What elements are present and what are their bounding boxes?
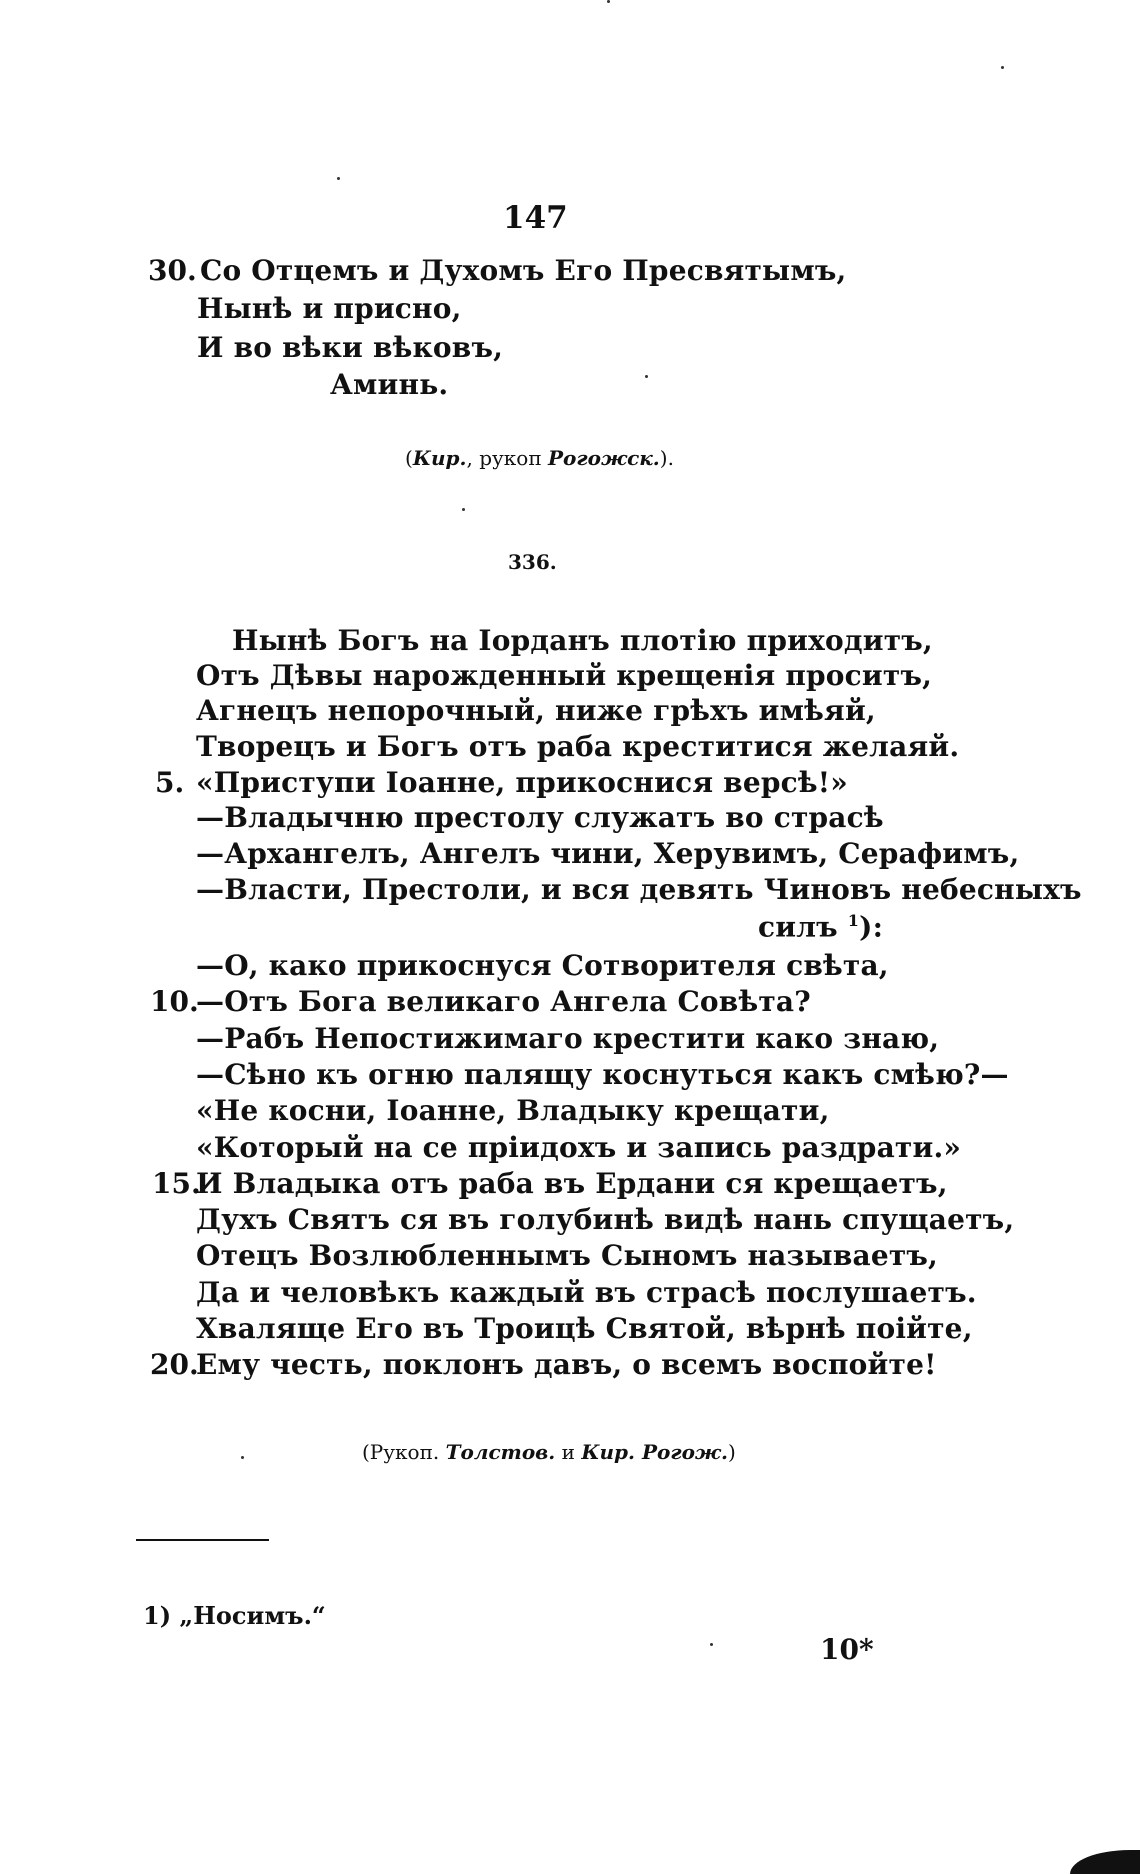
verse-line: И Владыка отъ раба въ Ердани ся крещаетъ, [196, 1167, 948, 1200]
verse-line: И во вѣки вѣковъ, [197, 331, 504, 364]
print-speck [607, 0, 610, 3]
footnote: 1) „Носимъ.“ [143, 1601, 326, 1630]
verse-line: Ему честь, поклонъ давъ, о всемъ воспойте! [196, 1348, 937, 1381]
line-number: 10. [150, 985, 199, 1018]
verse-line: «Который на се пріидохъ и запись раздрати.» [196, 1131, 962, 1164]
page-number: 147 [503, 200, 568, 236]
verse-line: Да и человѣкъ каждый въ страсѣ послушаетъ. [196, 1276, 977, 1309]
scan-artifact [1070, 1850, 1140, 1874]
verse-line: —Власти, Престоли, и вся девять Чиновъ небесныхъ [196, 873, 1082, 906]
verse-line: —Архангелъ, Ангелъ чини, Херувимъ, Серафимъ, [196, 837, 1020, 870]
footnote-separator [136, 1539, 269, 1541]
verse-line: —Владычню престолу служатъ во страсѣ [196, 801, 884, 834]
verse-line: «Не косни, Іоанне, Владыку крещати, [196, 1094, 830, 1127]
verse-line: Нынѣ Богъ на Іорданъ плотію приходитъ, [232, 624, 933, 657]
line-number: 5. [155, 766, 185, 799]
print-speck [241, 1456, 244, 1459]
verse-line: —О, како прикоснуся Сотворителя свѣта, [196, 949, 889, 982]
verse-line: —Отъ Бога великаго Ангела Совѣта? [196, 985, 811, 1018]
print-speck [645, 375, 648, 378]
verse-line: Аминь. [330, 368, 449, 401]
print-speck [710, 1643, 713, 1646]
verse-line: —Рабъ Непостижимаго крестити како знаю, [196, 1022, 940, 1055]
verse-line: Отъ Дѣвы нарожденный крещенія проситъ, [196, 659, 933, 692]
signature-mark: 10* [820, 1633, 874, 1666]
verse-line: Хваляще Его въ Троицѣ Святой, вѣрнѣ поійте, [196, 1312, 973, 1345]
verse-line: Агнецъ непорочный, ниже грѣхъ имѣяй, [196, 694, 876, 727]
verse-line: —Сѣно къ огню палящу коснуться какъ смѣю?— [196, 1058, 1009, 1091]
verse-line-continuation: силъ $^1$): [758, 910, 884, 944]
line-number: 30. [148, 254, 197, 287]
footnote-marker: 1 [847, 911, 860, 930]
verse-line: «Приступи Іоанне, прикоснися версѣ!» [196, 766, 848, 799]
source-citation: (Рукоп. Толстов. и Кир. Рогож.) [362, 1440, 736, 1464]
verse-line: Творецъ и Богъ отъ раба креститися желаяй. [196, 730, 960, 763]
line-number: 15. [152, 1167, 201, 1200]
section-number: 336. [508, 550, 557, 574]
verse-line: Нынѣ и присно, [197, 292, 462, 325]
source-citation: (Кир., рукоп Рогожск.). [405, 446, 674, 470]
verse-line: Со Отцемъ и Духомъ Его Пресвятымъ, [200, 254, 847, 287]
print-speck [337, 177, 340, 180]
print-speck [462, 508, 465, 511]
line-number: 20. [150, 1348, 199, 1381]
verse-line: Духъ Святъ ся въ голубинѣ видѣ нань спущаетъ, [196, 1203, 1015, 1236]
verse-line: Отецъ Возлюбленнымъ Сыномъ называетъ, [196, 1239, 939, 1272]
print-speck [1001, 66, 1004, 69]
